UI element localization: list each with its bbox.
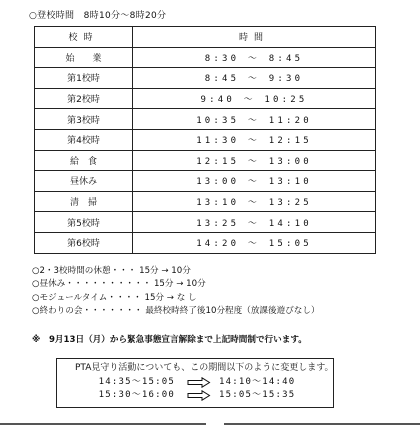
break-change-notes (32, 265, 320, 319)
table-row (35, 88, 376, 109)
table-row (35, 212, 376, 233)
period-cell: 清 掃 (35, 191, 133, 212)
time-cell: 12:15 ～ 13:00 (133, 150, 376, 171)
arrow-right-icon (187, 390, 211, 401)
table-row (35, 232, 376, 253)
time-cell: 10:35 ～ 11:20 (133, 109, 376, 130)
period-cell: 第2校時 (35, 88, 133, 109)
note-line: ○モジュールタイム・・・・ 15分 → な し (32, 292, 197, 303)
time-cell: 11:30 ～ 12:15 (133, 129, 376, 150)
arrow-right-icon (187, 377, 211, 388)
pta-watch-box (56, 358, 334, 408)
table-row (35, 129, 376, 150)
period-cell: 第3校時 (35, 109, 133, 130)
period-cell: 給 食 (35, 150, 133, 171)
pta-old-time: 14:35～15:05 (98, 376, 175, 387)
schedule-table (34, 26, 376, 254)
table-row (35, 171, 376, 192)
time-cell: 13:00 ～ 13:10 (133, 171, 376, 192)
divider-gap (206, 420, 224, 428)
period-cell: 第5校時 (35, 212, 133, 233)
table-row (35, 109, 376, 130)
period-cell: 第4校時 (35, 129, 133, 150)
time-cell: 9:40 ～ 10:25 (133, 88, 376, 109)
attendance-time-text: ○登校時間 8時10分～8時20分 (29, 11, 167, 21)
period-cell: 第1校時 (35, 68, 133, 89)
period-cell: 昼休み (35, 171, 133, 192)
pta-change-row (57, 389, 333, 403)
column-header-time: 時間 (133, 27, 376, 48)
time-cell: 13:25 ～ 14:10 (133, 212, 376, 233)
pta-old-time: 15:30～16:00 (98, 390, 175, 401)
period-cell: 始 業 (35, 47, 133, 68)
note-line: ○終わりの会・・・・・・・ 最終校時終了後10分程度（放課後遊びなし） (32, 306, 320, 317)
time-cell: 14:20 ～ 15:05 (133, 232, 376, 253)
schedule-notice: ※ 9月13日（月）から緊急事態宣言解除まで上記時間制で行います。 (32, 335, 307, 345)
note-line: ○2・3校時間の休憩・・・ 15分 → 10分 (32, 266, 191, 276)
pta-new-time: 14:10～14:40 (219, 376, 296, 387)
pta-new-time: 15:05～15:35 (219, 390, 296, 401)
pta-change-row (57, 376, 333, 390)
time-cell: 8:45 ～ 9:30 (133, 68, 376, 89)
table-row (35, 191, 376, 212)
table-row (35, 150, 376, 171)
table-header-row (35, 27, 376, 48)
period-cell: 第6校時 (35, 232, 133, 253)
pta-title: PTA見守り活動についても、この期間以下のように変更します。 (75, 363, 334, 373)
time-cell: 8:30 ～ 8:45 (133, 47, 376, 68)
table-row (35, 68, 376, 89)
column-header-period: 校時 (35, 27, 133, 48)
time-cell: 13:10 ～ 13:25 (133, 191, 376, 212)
table-row (35, 47, 376, 68)
note-line: ○昼休み・・・・・・・・・・ 15分 → 10分 (32, 279, 206, 290)
